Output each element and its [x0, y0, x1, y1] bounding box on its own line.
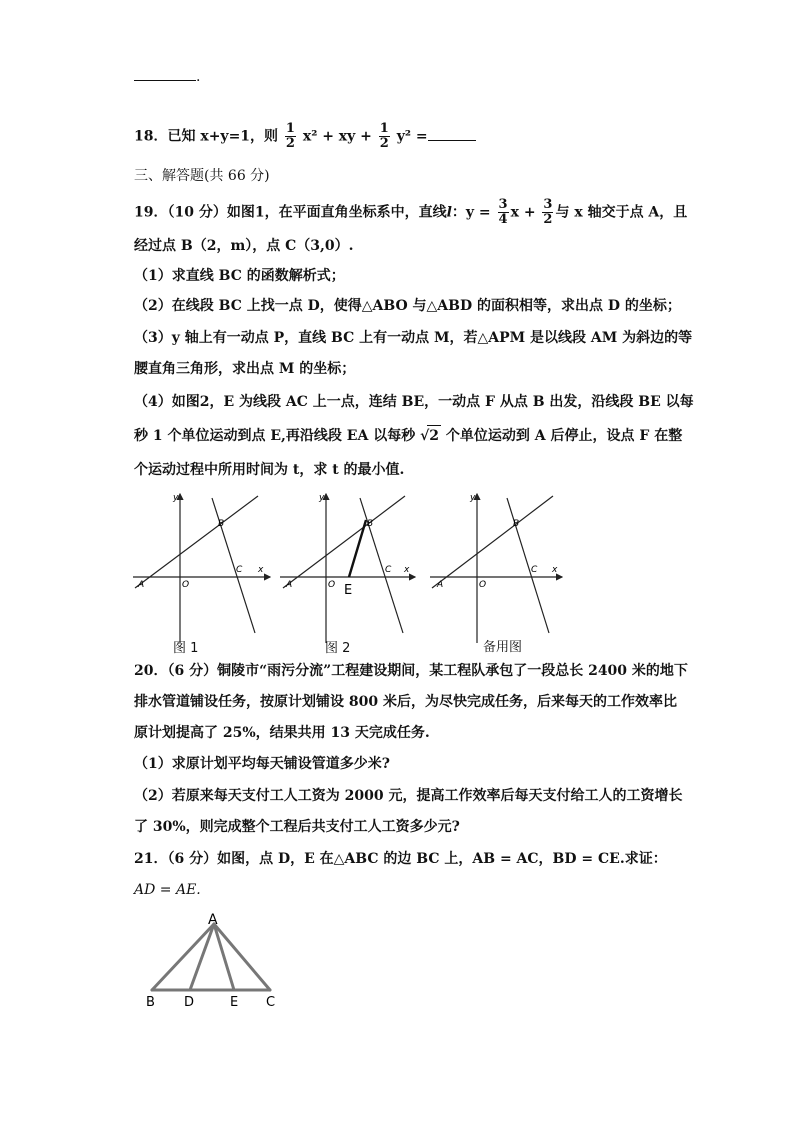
q17-period: .: [196, 69, 201, 85]
svg-text:y: y: [173, 493, 179, 503]
sqrt-two: 2: [427, 425, 441, 446]
figure-2: [280, 493, 415, 643]
q21-line-2: AD = AE.: [134, 882, 201, 898]
question-18: [134, 122, 476, 151]
q19-part-4b: 秒 1 个单位运动到点 E,再沿线段 EA 以每秒 √2 个单位运动到 A 后停止，设点 F 在整: [134, 425, 682, 446]
q19-line-2: 经过点 B（2，m），点 C（3,0）.: [134, 238, 354, 254]
q19-part-4a: （4）如图2，E 为线段 AC 上一点，连结 BE，一动点 F 从点 B 出发，沿线段 BE 以每: [134, 394, 694, 410]
svg-text:C: C: [531, 565, 538, 575]
q20-part-2a: （2）若原来每天支付工人工资为 2000 元，提高工作效率后每天支付给工人的工资增长: [134, 788, 683, 804]
svg-text:B: B: [367, 519, 374, 529]
q21-triangle-figure: [138, 910, 298, 1010]
svg-text:A: A: [437, 580, 444, 590]
svg-text:A: A: [286, 580, 293, 590]
vertex-B: B: [146, 995, 155, 1010]
figure-spare: [430, 493, 562, 643]
svg-text:y: y: [470, 493, 476, 503]
q20-line-1: 20．（6 分）铜陵市“雨污分流”工程建设期间，某工程队承包了一段总长 2400 米的地下: [134, 663, 688, 679]
q19-figures: [0, 488, 794, 658]
svg-text:x: x: [258, 565, 264, 575]
q19-part-2: （2）在线段 BC 上找一点 D，使得△ABO 与△ABD 的面积相等，求出点 D 的坐标；: [134, 298, 681, 314]
q18-term-1: x² + xy +: [302, 128, 372, 145]
q20-part-2b: 了 30%，则完成整个工程后共支付工人工资多少元?: [134, 819, 460, 835]
q19-part-4c: 个运动过程中所用时间为 t，求 t 的最小值.: [134, 462, 405, 478]
svg-text:C: C: [385, 565, 392, 575]
svg-text:O: O: [479, 580, 487, 590]
q18-fraction-2: $\frac{1}{2}$: [379, 121, 389, 151]
q19-intro: 19．（10 分）如图1，在平面直角坐标系中，直线l：y = $\frac{3}{4}$ x + $\frac{3}{2}$ 与 x 轴交于点 A，且: [134, 197, 688, 227]
q19-part-1: （1）求直线 BC 的函数解析式；: [134, 268, 345, 284]
q20-part-1: （1）求原计划平均每天铺设管道多少米?: [134, 756, 390, 772]
svg-text:B: B: [218, 519, 225, 529]
q18-prefix: 18．已知 x+y=1，则: [134, 128, 279, 145]
q21-line-1: 21．（6 分）如图，点 D，E 在△ABC 的边 BC 上，AB = AC，BD = CE.求证：: [134, 851, 667, 867]
figure-spare-caption: 备用图: [483, 640, 523, 655]
q18-term-2: y² =: [396, 128, 428, 145]
vertex-A: A: [208, 912, 218, 928]
figure-2-caption: 图 2: [325, 641, 351, 656]
svg-text:x: x: [404, 565, 410, 575]
svg-text:O: O: [328, 580, 336, 590]
q19-part-3b: 腰直角三角形，求出点 M 的坐标；: [134, 361, 356, 377]
q18-fraction-1: $\frac{1}{2}$: [285, 121, 295, 151]
svg-text:x: x: [552, 565, 558, 575]
q18-answer-blank: [428, 128, 476, 141]
q20-line-2: 排水管道铺设任务，按原计划铺设 800 米后，为尽快完成任务，后来每天的工作效率比: [134, 694, 677, 710]
svg-text:B: B: [513, 519, 520, 529]
point-E: E: [230, 995, 239, 1010]
vertex-C: C: [266, 995, 276, 1010]
svg-text:A: A: [138, 580, 145, 590]
section-3-heading: 三、解答题(共 66 分): [134, 168, 270, 184]
svg-text:C: C: [236, 565, 243, 575]
point-D: D: [184, 995, 195, 1010]
q17-answer-blank: [134, 66, 200, 87]
q20-line-3: 原计划提高了 25%，结果共用 13 天完成任务.: [134, 725, 430, 741]
svg-text:y: y: [319, 493, 325, 503]
svg-text:E: E: [344, 583, 353, 598]
figure-1: [133, 493, 270, 643]
q19-part-3a: （3）y 轴上有一动点 P，直线 BC 上有一动点 M，若△APM 是以线段 AM 为斜边的等: [134, 330, 693, 346]
figure-1-caption: 图 1: [173, 641, 199, 656]
svg-text:O: O: [182, 580, 190, 590]
